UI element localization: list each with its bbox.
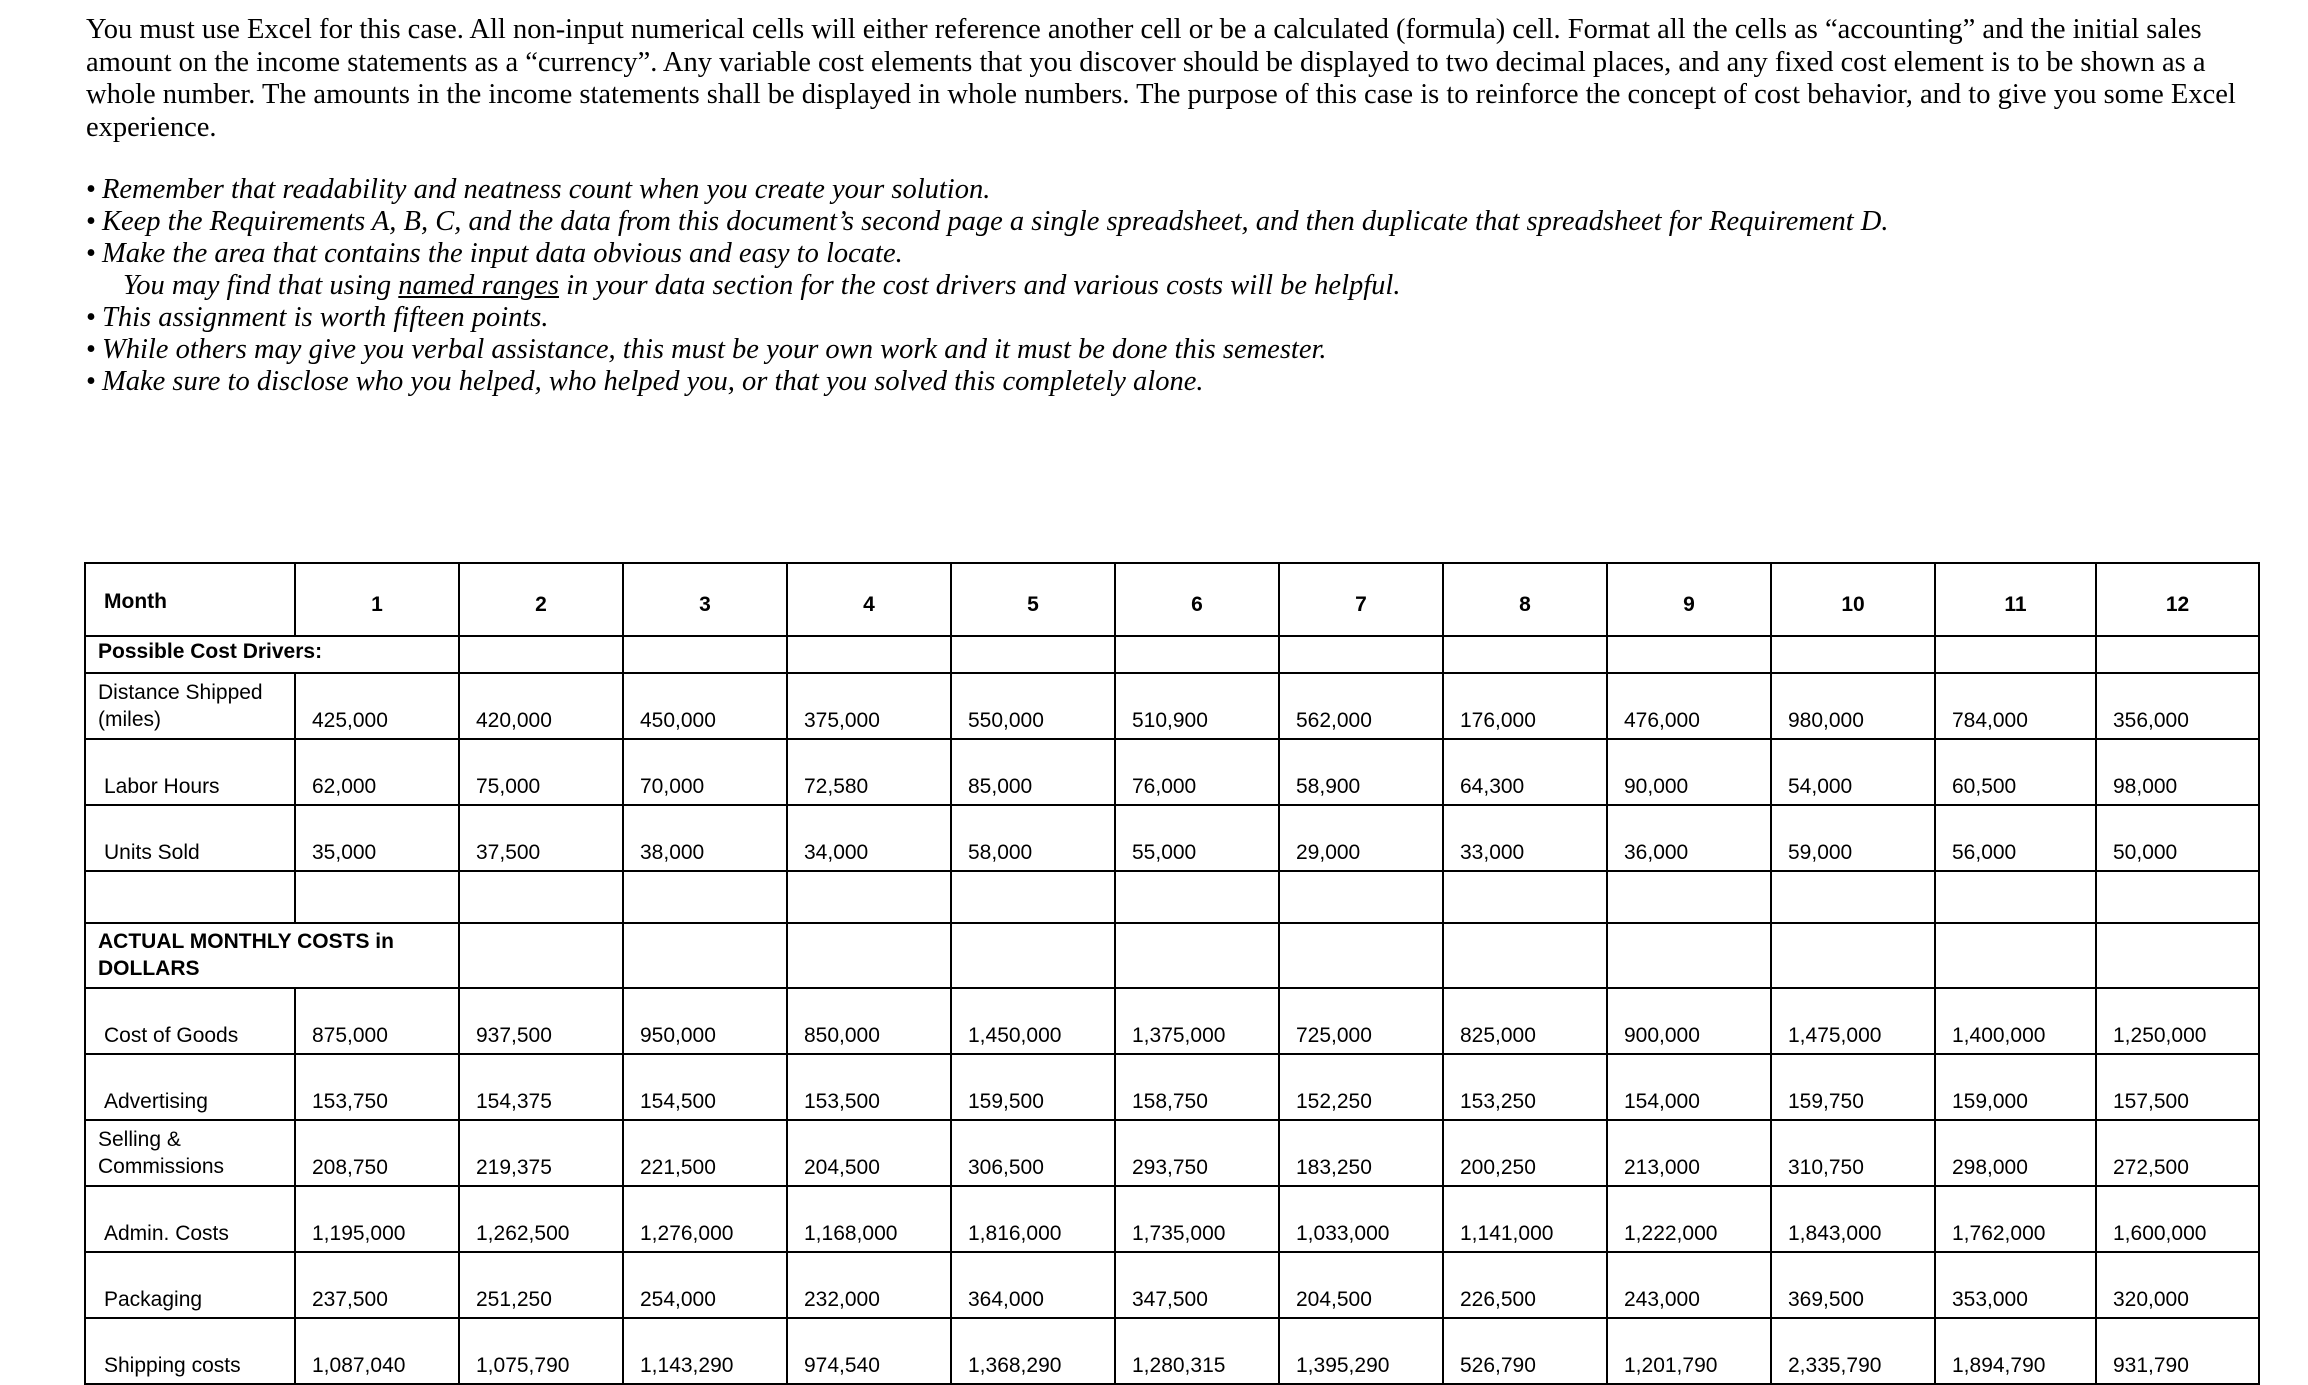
- driver-row: [85, 805, 2259, 871]
- empty-cell: [1443, 871, 1607, 923]
- cost-value: 1,280,315: [1115, 1318, 1279, 1384]
- cost-value: 937,500: [459, 988, 623, 1054]
- month-number: 5: [951, 563, 1115, 636]
- bullet-marker: •: [86, 206, 96, 237]
- cost-value: 272,500: [2096, 1120, 2259, 1186]
- cost-value: 526,790: [1443, 1318, 1607, 1384]
- instruction-item: • While others may give you verbal assistance, this must be your own work and it must be done this semester.: [86, 334, 1327, 365]
- empty-cell: [787, 923, 951, 988]
- driver-value: 98,000: [2096, 739, 2259, 805]
- month-number: 9: [1607, 563, 1771, 636]
- cost-value: 1,400,000: [1935, 988, 2096, 1054]
- driver-value: 356,000: [2096, 673, 2259, 739]
- cost-value: 1,843,000: [1771, 1186, 1935, 1252]
- cost-value: 850,000: [787, 988, 951, 1054]
- cost-value: 1,033,000: [1279, 1186, 1443, 1252]
- driver-value: 54,000: [1771, 739, 1935, 805]
- empty-cell: [787, 636, 951, 673]
- empty-cell: [1607, 871, 1771, 923]
- drivers-heading-row: [85, 636, 2259, 673]
- cost-value: 950,000: [623, 988, 787, 1054]
- cost-label: Admin. Costs: [85, 1186, 295, 1252]
- month-number: 4: [787, 563, 951, 636]
- driver-value: 60,500: [1935, 739, 2096, 805]
- driver-label: Distance Shipped (miles): [85, 673, 295, 739]
- driver-value: 38,000: [623, 805, 787, 871]
- cost-row: [85, 1318, 2259, 1384]
- cost-value: 204,500: [1279, 1252, 1443, 1318]
- cost-value: 974,540: [787, 1318, 951, 1384]
- driver-label: Units Sold: [85, 805, 295, 871]
- cost-value: 825,000: [1443, 988, 1607, 1054]
- cost-value: 2,335,790: [1771, 1318, 1935, 1384]
- cost-value: 226,500: [1443, 1252, 1607, 1318]
- cost-label: Selling & Commissions: [85, 1120, 295, 1186]
- cost-value: 353,000: [1935, 1252, 2096, 1318]
- empty-cell: [459, 923, 623, 988]
- driver-value: 784,000: [1935, 673, 2096, 739]
- driver-value: 62,000: [295, 739, 459, 805]
- driver-value: 29,000: [1279, 805, 1443, 871]
- cost-value: 232,000: [787, 1252, 951, 1318]
- cost-row: [85, 988, 2259, 1054]
- empty-cell: [623, 871, 787, 923]
- empty-cell: [2096, 636, 2259, 673]
- cost-value: 154,500: [623, 1054, 787, 1120]
- cost-value: 293,750: [1115, 1120, 1279, 1186]
- driver-value: 450,000: [623, 673, 787, 739]
- cost-value: 159,750: [1771, 1054, 1935, 1120]
- cost-value: 1,475,000: [1771, 988, 1935, 1054]
- cost-label: Advertising: [85, 1054, 295, 1120]
- empty-cell: [1279, 636, 1443, 673]
- empty-cell: [85, 871, 295, 923]
- driver-value: 64,300: [1443, 739, 1607, 805]
- cost-label: Cost of Goods: [85, 988, 295, 1054]
- cost-value: 243,000: [1607, 1252, 1771, 1318]
- driver-label: Labor Hours: [85, 739, 295, 805]
- instruction-sub-item: You may find that using named ranges in your data section for the cost drivers and various costs will be helpful.: [123, 270, 1401, 301]
- empty-cell: [1935, 636, 2096, 673]
- cost-value: 219,375: [459, 1120, 623, 1186]
- empty-cell: [295, 871, 459, 923]
- cost-value: 900,000: [1607, 988, 1771, 1054]
- cost-value: 208,750: [295, 1120, 459, 1186]
- cost-value: 320,000: [2096, 1252, 2259, 1318]
- driver-value: 425,000: [295, 673, 459, 739]
- empty-cell: [1935, 923, 2096, 988]
- empty-cell: [1771, 636, 1935, 673]
- empty-cell: [459, 871, 623, 923]
- driver-value: 58,000: [951, 805, 1115, 871]
- driver-value: 72,580: [787, 739, 951, 805]
- cost-value: 1,143,290: [623, 1318, 787, 1384]
- instruction-item: • Remember that readability and neatness count when you create your solution.: [86, 174, 991, 205]
- cost-value: 306,500: [951, 1120, 1115, 1186]
- cost-value: 254,000: [623, 1252, 787, 1318]
- driver-value: 50,000: [2096, 805, 2259, 871]
- spacer-row: [85, 871, 2259, 923]
- empty-cell: [2096, 871, 2259, 923]
- cost-value: 200,250: [1443, 1120, 1607, 1186]
- bullet-marker: •: [86, 238, 96, 269]
- driver-value: 55,000: [1115, 805, 1279, 871]
- instruction-item: • Keep the Requirements A, B, C, and the data from this document’s second page a single spreadsheet, and then duplicate that spreadsheet for Requirement D.: [86, 206, 1889, 237]
- empty-cell: [459, 636, 623, 673]
- instruction-list: [86, 174, 2246, 398]
- cost-value: 725,000: [1279, 988, 1443, 1054]
- cost-data-table: [84, 562, 2260, 1385]
- cost-value: 310,750: [1771, 1120, 1935, 1186]
- month-header-row: [85, 563, 2259, 636]
- instruction-item: • Make the area that contains the input data obvious and easy to locate.: [86, 238, 903, 269]
- cost-value: 1,201,790: [1607, 1318, 1771, 1384]
- driver-value: 70,000: [623, 739, 787, 805]
- cost-value: 1,195,000: [295, 1186, 459, 1252]
- empty-cell: [1771, 923, 1935, 988]
- cost-value: 364,000: [951, 1252, 1115, 1318]
- driver-value: 56,000: [1935, 805, 2096, 871]
- driver-value: 35,000: [295, 805, 459, 871]
- cost-value: 183,250: [1279, 1120, 1443, 1186]
- cost-value: 152,250: [1279, 1054, 1443, 1120]
- bullet-marker: •: [86, 366, 96, 397]
- empty-cell: [1771, 871, 1935, 923]
- driver-value: 550,000: [951, 673, 1115, 739]
- driver-value: 37,500: [459, 805, 623, 871]
- cost-value: 931,790: [2096, 1318, 2259, 1384]
- driver-value: 33,000: [1443, 805, 1607, 871]
- cost-value: 154,375: [459, 1054, 623, 1120]
- cost-value: 875,000: [295, 988, 459, 1054]
- instruction-item: • This assignment is worth fifteen points.: [86, 302, 549, 333]
- month-number: 11: [1935, 563, 2096, 636]
- empty-cell: [951, 636, 1115, 673]
- empty-cell: [787, 871, 951, 923]
- month-label: Month: [85, 563, 295, 636]
- cost-label: Shipping costs: [85, 1318, 295, 1384]
- driver-value: 59,000: [1771, 805, 1935, 871]
- bullet-marker: •: [86, 302, 96, 333]
- table-body: [85, 563, 2259, 1384]
- instruction-item: • Make sure to disclose who you helped, who helped you, or that you solved this completely alone.: [86, 366, 1204, 397]
- month-number: 6: [1115, 563, 1279, 636]
- cost-value: 1,250,000: [2096, 988, 2259, 1054]
- month-number: 7: [1279, 563, 1443, 636]
- driver-value: 90,000: [1607, 739, 1771, 805]
- empty-cell: [623, 636, 787, 673]
- month-number: 1: [295, 563, 459, 636]
- cost-value: 1,141,000: [1443, 1186, 1607, 1252]
- costs-heading: ACTUAL MONTHLY COSTS in DOLLARS: [85, 923, 459, 988]
- cost-value: 1,395,290: [1279, 1318, 1443, 1384]
- bullet-marker: •: [86, 334, 96, 365]
- driver-value: 58,900: [1279, 739, 1443, 805]
- cost-label: Packaging: [85, 1252, 295, 1318]
- cost-value: 1,894,790: [1935, 1318, 2096, 1384]
- cost-value: 369,500: [1771, 1252, 1935, 1318]
- cost-row: [85, 1054, 2259, 1120]
- empty-cell: [2096, 923, 2259, 988]
- cost-value: 159,500: [951, 1054, 1115, 1120]
- cost-value: 204,500: [787, 1120, 951, 1186]
- cost-value: 1,168,000: [787, 1186, 951, 1252]
- empty-cell: [1607, 636, 1771, 673]
- driver-value: 176,000: [1443, 673, 1607, 739]
- month-number: 8: [1443, 563, 1607, 636]
- cost-value: 158,750: [1115, 1054, 1279, 1120]
- cost-value: 159,000: [1935, 1054, 2096, 1120]
- cost-value: 1,262,500: [459, 1186, 623, 1252]
- driver-row: [85, 739, 2259, 805]
- empty-cell: [1115, 923, 1279, 988]
- named-ranges-term: named ranges: [398, 270, 559, 301]
- empty-cell: [1443, 636, 1607, 673]
- cost-value: 157,500: [2096, 1054, 2259, 1120]
- cost-value: 1,450,000: [951, 988, 1115, 1054]
- cost-row: [85, 1252, 2259, 1318]
- month-number: 12: [2096, 563, 2259, 636]
- cost-value: 251,250: [459, 1252, 623, 1318]
- empty-cell: [951, 923, 1115, 988]
- costs-heading-row: [85, 923, 2259, 988]
- driver-row: [85, 673, 2259, 739]
- empty-cell: [1607, 923, 1771, 988]
- driver-value: 510,900: [1115, 673, 1279, 739]
- driver-value: 34,000: [787, 805, 951, 871]
- cost-value: 153,750: [295, 1054, 459, 1120]
- empty-cell: [1443, 923, 1607, 988]
- cost-value: 153,500: [787, 1054, 951, 1120]
- drivers-heading: Possible Cost Drivers:: [85, 636, 459, 673]
- cost-value: 153,250: [1443, 1054, 1607, 1120]
- cost-value: 347,500: [1115, 1252, 1279, 1318]
- driver-value: 36,000: [1607, 805, 1771, 871]
- cost-value: 1,816,000: [951, 1186, 1115, 1252]
- empty-cell: [623, 923, 787, 988]
- empty-cell: [1115, 636, 1279, 673]
- empty-cell: [951, 871, 1115, 923]
- month-number: 2: [459, 563, 623, 636]
- bullet-marker: •: [86, 174, 96, 205]
- cost-value: 1,375,000: [1115, 988, 1279, 1054]
- driver-value: 375,000: [787, 673, 951, 739]
- driver-value: 420,000: [459, 673, 623, 739]
- cost-value: 1,075,790: [459, 1318, 623, 1384]
- cost-value: 298,000: [1935, 1120, 2096, 1186]
- driver-value: 476,000: [1607, 673, 1771, 739]
- driver-value: 76,000: [1115, 739, 1279, 805]
- empty-cell: [1279, 923, 1443, 988]
- driver-value: 75,000: [459, 739, 623, 805]
- cost-value: 221,500: [623, 1120, 787, 1186]
- cost-row: [85, 1120, 2259, 1186]
- month-number: 10: [1771, 563, 1935, 636]
- empty-cell: [1115, 871, 1279, 923]
- month-number: 3: [623, 563, 787, 636]
- driver-value: 85,000: [951, 739, 1115, 805]
- cost-value: 154,000: [1607, 1054, 1771, 1120]
- cost-value: 213,000: [1607, 1120, 1771, 1186]
- cost-value: 1,600,000: [2096, 1186, 2259, 1252]
- cost-value: 237,500: [295, 1252, 459, 1318]
- intro-paragraph: You must use Excel for this case. All non-input numerical cells will either reference another cell or be a calculated (formula) cell. Format all the cells as “accounting” and the initial sales amount on the income statements as a “currency”. Any variable cost elements that you discover should be displayed to two decimal places, and any fixed cost element is to be shown as a whole number. The amounts in the income statements shall be displayed in whole numbers. The purpose of this case is to reinforce the concept of cost behavior, and to give you some Excel experience.: [86, 14, 2236, 143]
- driver-value: 562,000: [1279, 673, 1443, 739]
- cost-value: 1,222,000: [1607, 1186, 1771, 1252]
- cost-value: 1,276,000: [623, 1186, 787, 1252]
- cost-row: [85, 1186, 2259, 1252]
- cost-value: 1,735,000: [1115, 1186, 1279, 1252]
- cost-value: 1,762,000: [1935, 1186, 2096, 1252]
- cost-value: 1,368,290: [951, 1318, 1115, 1384]
- empty-cell: [1279, 871, 1443, 923]
- empty-cell: [1935, 871, 2096, 923]
- driver-value: 980,000: [1771, 673, 1935, 739]
- cost-value: 1,087,040: [295, 1318, 459, 1384]
